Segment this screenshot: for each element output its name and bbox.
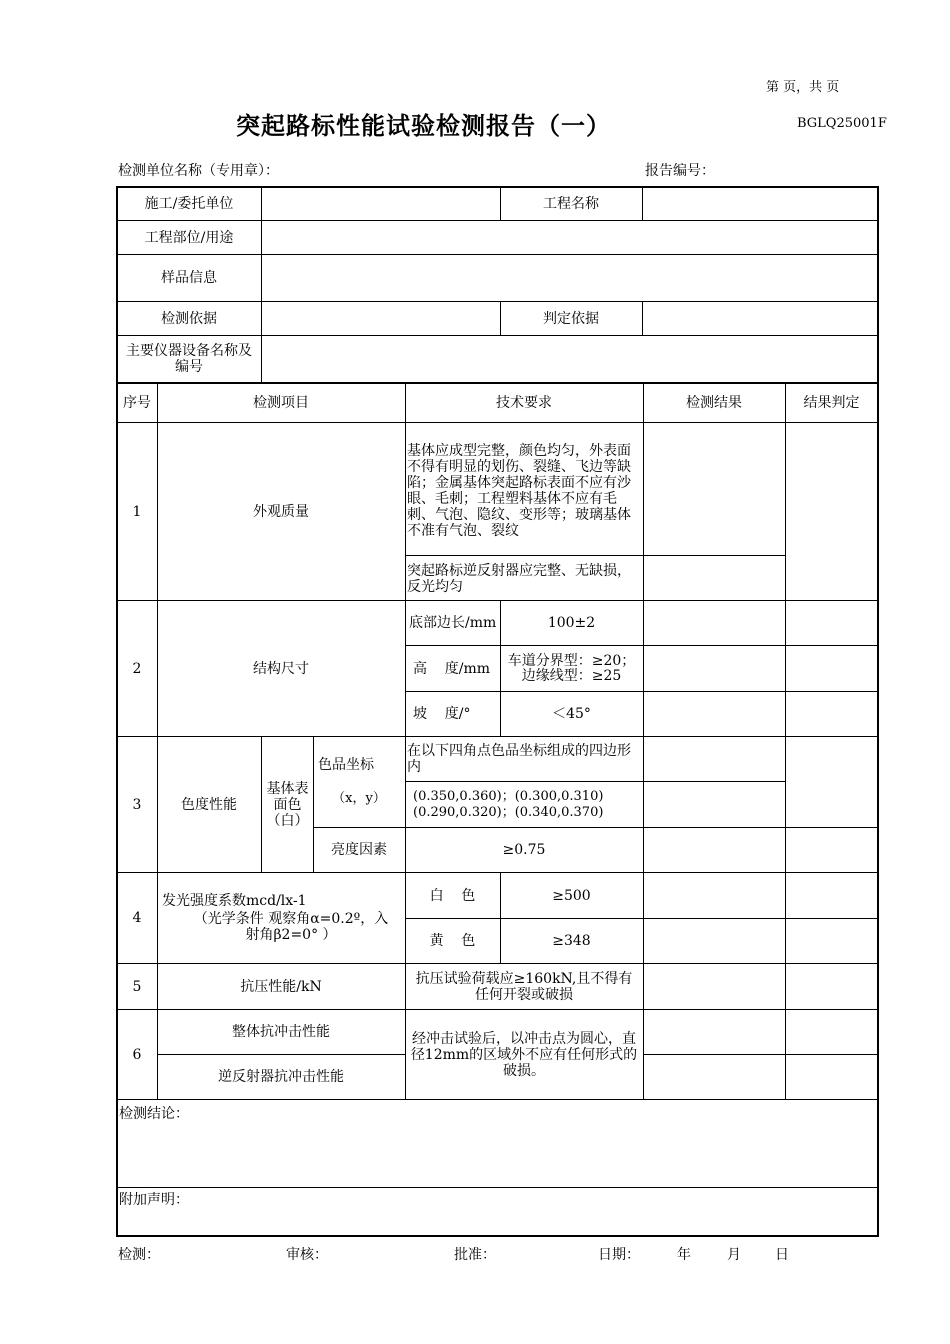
report-no-label: 报告编号： bbox=[645, 163, 715, 179]
page-counter: 第 页，共 页 bbox=[766, 80, 840, 95]
row3-no: 3 bbox=[132, 796, 142, 813]
basis-value[interactable] bbox=[262, 302, 500, 335]
client-label: 施工/委托单位 bbox=[144, 195, 234, 212]
row5-req: 抗压试验荷载应≥160kN,且不得有任何开裂或破损 bbox=[415, 970, 633, 1003]
rule bbox=[643, 383, 644, 1099]
equipment-value[interactable] bbox=[262, 336, 878, 382]
col-judgment: 结果判定 bbox=[803, 395, 860, 411]
row4-item-line2: （光学条件 观察角α=0.2º，入射角β2=0° ） bbox=[193, 911, 389, 943]
project-name-value[interactable] bbox=[643, 187, 878, 220]
col-result: 检测结果 bbox=[686, 395, 742, 411]
row3-coord-req-a: 在以下四角点色品坐标组成的四边形内 bbox=[407, 743, 631, 775]
row1-item: 外观质量 bbox=[253, 503, 309, 520]
inspector-label: 检测： bbox=[118, 1247, 160, 1263]
rule bbox=[405, 555, 785, 556]
row6-no: 6 bbox=[132, 1046, 142, 1063]
row4-item-line1: 发光强度系数mcd/lx-1 bbox=[162, 893, 307, 909]
row1-no: 1 bbox=[132, 503, 142, 520]
date-day: 日 bbox=[775, 1247, 789, 1263]
row2-sub1-req: 100±2 bbox=[547, 615, 596, 631]
row4-no: 4 bbox=[132, 910, 142, 926]
row3-lum-req: ≥0.75 bbox=[502, 842, 546, 858]
rule bbox=[643, 1054, 878, 1055]
reviewer-label: 审核： bbox=[286, 1247, 328, 1263]
row3-coord-label: 色品坐标 bbox=[318, 757, 374, 773]
row2-sub2-label: 高 度/mm bbox=[413, 660, 491, 677]
row4-yellow-req: ≥348 bbox=[552, 933, 591, 949]
row2-no: 2 bbox=[132, 660, 142, 677]
form-code: BGLQ25001F bbox=[797, 116, 887, 131]
equipment-label: 主要仪器设备名称及编号 bbox=[126, 343, 252, 375]
conclusion-label: 检测结论： bbox=[119, 1106, 189, 1122]
judgment-basis-label: 判定依据 bbox=[543, 310, 599, 327]
rule bbox=[117, 1099, 878, 1100]
row2-sub1-label: 底部边长/mm bbox=[409, 615, 497, 631]
row6-req: 经冲击试验后，以冲击点为圆心，直径12mm的区域外不应有任何形式的破损。 bbox=[410, 1030, 638, 1079]
report-title: 突起路标性能试验检测报告（一） bbox=[236, 111, 611, 140]
rule bbox=[405, 383, 406, 1099]
client-value[interactable] bbox=[262, 187, 500, 220]
judgment-basis-value[interactable] bbox=[643, 302, 878, 335]
row4-white-label: 白 色 bbox=[429, 887, 476, 904]
location-label: 工程部位/用途 bbox=[144, 229, 234, 246]
row5-no: 5 bbox=[132, 978, 142, 995]
sample-info-value[interactable] bbox=[262, 255, 878, 301]
row1-req-a: 基体应成型完整，颜色均匀，外表面不得有明显的划伤、裂缝、飞边等缺陷；金属基体突起路标表面不应有沙眼、毛刺；工程塑料基体不应有毛刺、气泡、隐纹、变形等；玻璃基体不准有气泡、裂纹 bbox=[407, 443, 631, 539]
project-name-label: 工程名称 bbox=[543, 195, 599, 212]
row4-yellow-label: 黄 色 bbox=[429, 933, 476, 949]
approver-label: 批准： bbox=[454, 1247, 496, 1263]
row2-item: 结构尺寸 bbox=[253, 660, 309, 677]
row1-req-b: 突起路标逆反射器应完整、无缺损，反光均匀 bbox=[407, 563, 631, 595]
row2-sub2-req: 车道分界型：≥20； 边缘线型：≥25 bbox=[507, 652, 636, 684]
row3-lum-label: 亮度因素 bbox=[331, 842, 387, 858]
row3-item: 色度性能 bbox=[181, 796, 237, 813]
row5-item: 抗压性能/kN bbox=[240, 978, 322, 995]
row2-sub3-label: 坡 度/° bbox=[413, 706, 471, 722]
row3-coord-xy: （x，y） bbox=[332, 791, 386, 806]
row6-item-a: 整体抗冲击性能 bbox=[232, 1024, 330, 1040]
date-label: 日期： bbox=[598, 1247, 640, 1263]
rule bbox=[117, 1187, 878, 1188]
col-requirement: 技术要求 bbox=[496, 395, 552, 411]
statement-label: 附加声明： bbox=[119, 1192, 189, 1208]
row3-coord-req-b: (0.350,0.360)；(0.300,0.310) (0.290,0.320)；(0.340,0.370) bbox=[413, 788, 604, 820]
date-month: 月 bbox=[727, 1247, 741, 1263]
row4-white-req: ≥500 bbox=[552, 887, 591, 904]
row6-item-b: 逆反射器抗冲击性能 bbox=[218, 1069, 344, 1085]
unit-label: 检测单位名称（专用章）： bbox=[118, 163, 279, 179]
sample-info-label: 样品信息 bbox=[161, 270, 217, 286]
row3-surface: 基体表面色（白） bbox=[266, 780, 309, 829]
col-item: 检测项目 bbox=[253, 395, 309, 411]
basis-label: 检测依据 bbox=[161, 310, 217, 327]
rule bbox=[785, 383, 786, 1099]
col-no: 序号 bbox=[123, 395, 151, 411]
row2-sub3-req: ＜45° bbox=[552, 706, 591, 722]
location-value[interactable] bbox=[262, 221, 878, 254]
date-year: 年 bbox=[677, 1247, 691, 1263]
